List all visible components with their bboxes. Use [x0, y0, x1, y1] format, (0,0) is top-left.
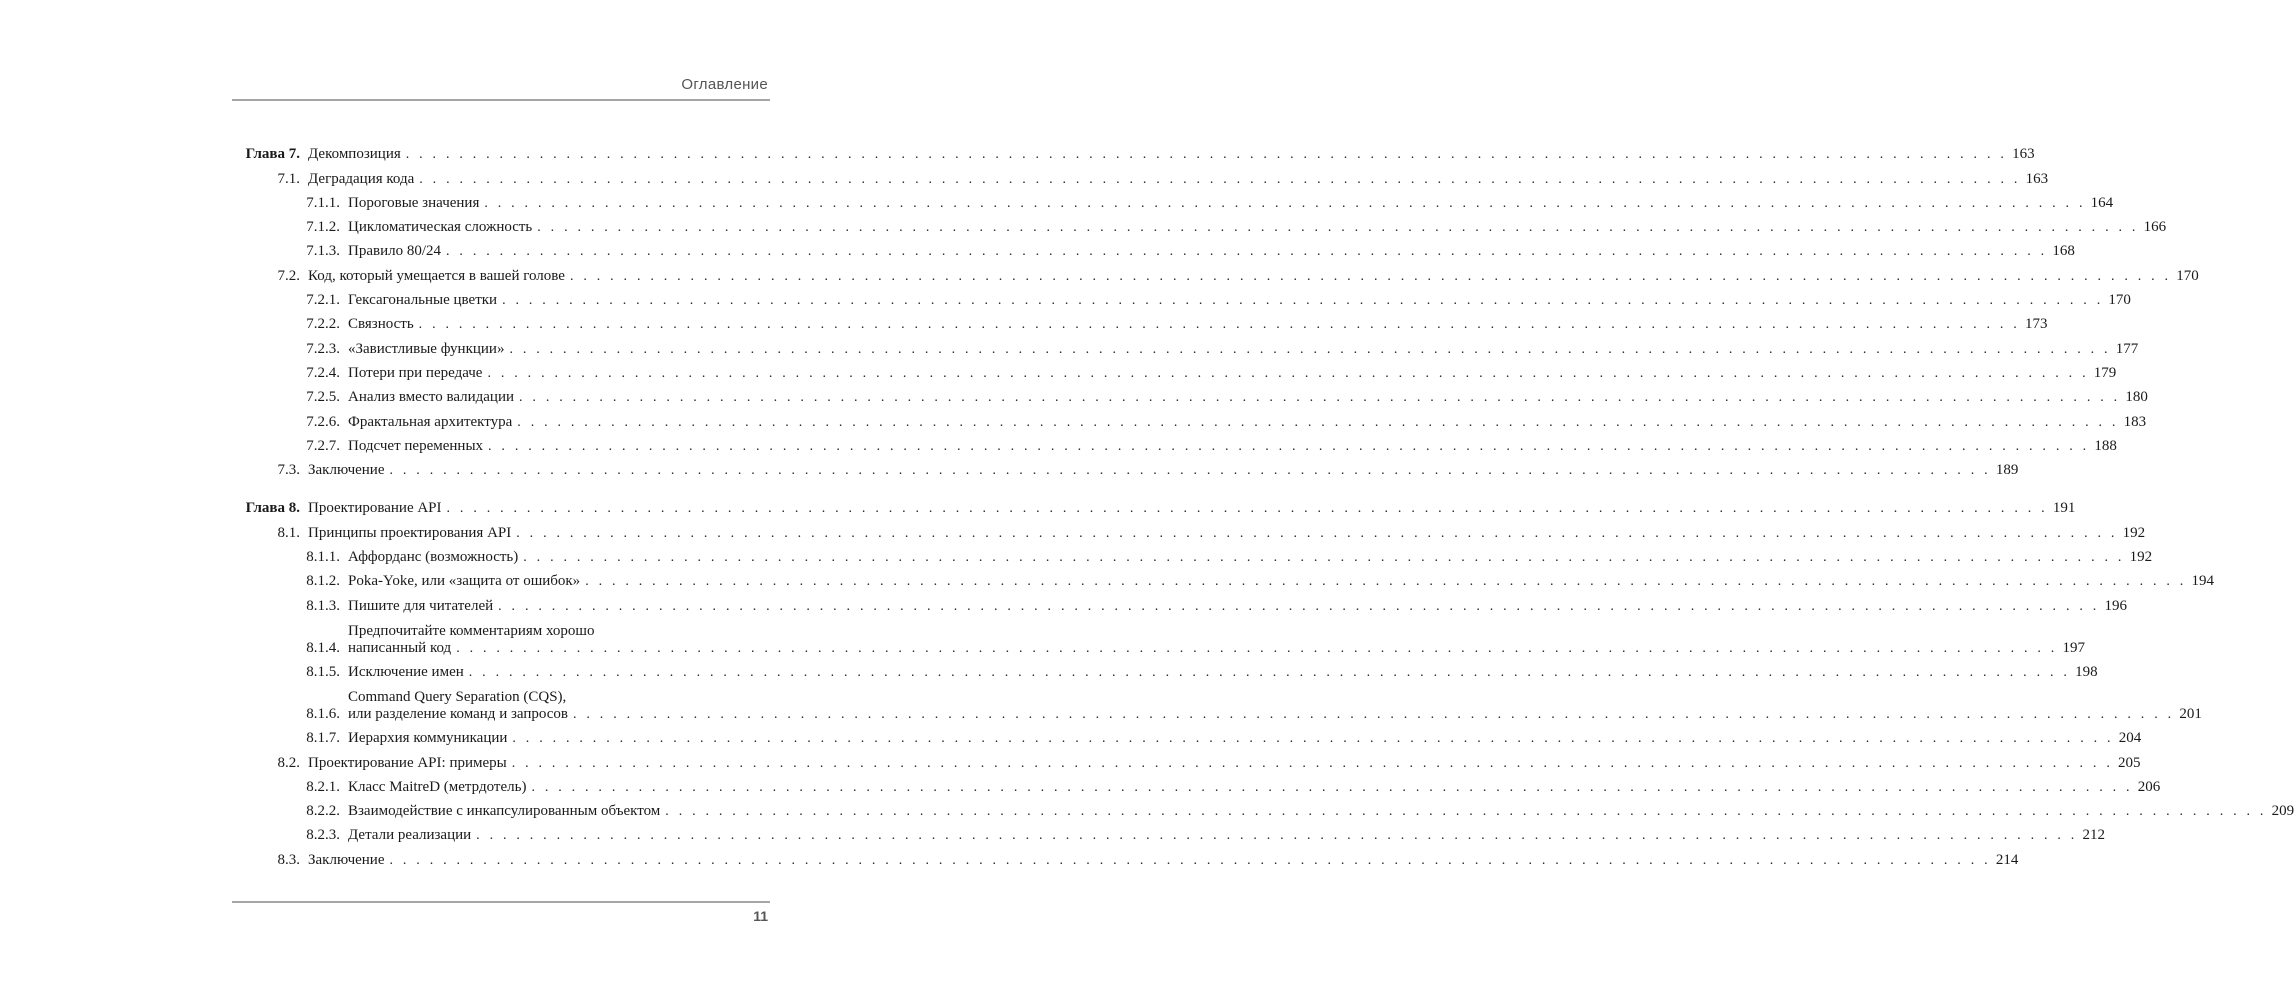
toc-entry-number: 8.1.4. — [306, 639, 340, 656]
toc-entry-number: 8.1.7. — [306, 730, 340, 747]
toc-entry-title: Класс MaitreD (метрдотель) — [348, 778, 527, 795]
toc-entry-title: Код, который умещается в вашей голове — [308, 267, 565, 284]
dot-leader: . . . . . . . . . . . . . . . . . . . . . . . . . . . . . . . . . . . . . . . . . . . . . . . . . . . . . . . . . . . . . . . . . . . . . . . . . . . . . . . . . . . . . . . . . . . . . . . . . . . . . . . . . . . . . . . . . . . . . . . . — [531, 779, 2133, 795]
toc-entry — [232, 406, 2147, 430]
toc-entry-title: Взаимодействие с инкапсулированным объектом — [348, 803, 661, 820]
toc-entry-number: 8.1.1. — [306, 549, 340, 566]
toc-entry-title: Poka-Yoke, или «защита от ошибок» — [348, 573, 581, 590]
toc-entry-page: 170 — [2176, 267, 2199, 284]
toc-entry-title: «Завистливые функции» — [348, 340, 505, 357]
dot-leader: . . . . . . . . . . . . . . . . . . . . . . . . . . . . . . . . . . . . . . . . . . . . . . . . . . . . . . . . . . . . . . . . . . . . . . . . . . . . . . . . . . . . . . . . . . . . . . . . . . . . . . . . . . . . . . . . . . . . . . . . — [523, 550, 2125, 566]
toc-entry-page: 192 — [2129, 549, 2153, 566]
toc-entry-title: Анализ вместо валидации — [348, 389, 515, 406]
toc-entry-page: 194 — [2191, 573, 2214, 590]
dot-leader: . . . . . . . . . . . . . . . . . . . . . . . . . . . . . . . . . . . . . . . . . . . . . . . . . . . . . . . . . . . . . . . . . . . . . . . . . . . . . . . . . . . . . . . . . . . . . . . . . . . . . . . . . . . . . . . . . . . . . . . . — [488, 438, 2090, 454]
toc-entry-page: 212 — [2082, 827, 2105, 844]
running-header-title: Оглавление — [681, 76, 768, 93]
toc-entry-number: 8.1.2. — [306, 573, 340, 590]
toc-entry-number: 8.2.1. — [306, 778, 340, 795]
toc-entry-title: Проектирование API: примеры — [308, 754, 507, 771]
dot-leader: . . . . . . . . . . . . . . . . . . . . . . . . . . . . . . . . . . . . . . . . . . . . . . . . . . . . . . . . . . . . . . . . . . . . . . . . . . . . . . . . . . . . . . . . . . . . . . . . . . . . . . . . . . . . . . . . . . . . . . . . — [484, 195, 2086, 211]
toc-entry — [232, 493, 2076, 517]
toc-entry-number: 8.2.3. — [306, 827, 340, 844]
toc-entry — [232, 431, 2117, 455]
toc-entry-page: 197 — [2062, 639, 2085, 656]
toc-entry — [232, 188, 2114, 212]
toc-entry-title-continued: написанный код — [348, 639, 452, 656]
toc-entry-title: Пороговые значения — [348, 194, 480, 211]
dot-leader: . . . . . . . . . . . . . . . . . . . . . . . . . . . . . . . . . . . . . . . . . . . . . . . . . . . . . . . . . . . . . . . . . . . . . . . . . . . . . . . . . . . . . . . . . . . . . . . . . . . . . . . . . . . . . . . . . . . . . . . . — [573, 706, 2175, 722]
toc-entry-number: 7.2.5. — [306, 389, 340, 406]
toc-entry-title: Пишите для читателей — [348, 597, 494, 614]
dot-leader: . . . . . . . . . . . . . . . . . . . . . . . . . . . . . . . . . . . . . . . . . . . . . . . . . . . . . . . . . . . . . . . . . . . . . . . . . . . . . . . . . . . . . . . . . . . . . . . . . . . . . . . . . . . . . . . . . . . . . . . . — [419, 171, 2021, 187]
toc-entry — [232, 590, 2127, 614]
toc-entry — [232, 657, 2098, 681]
toc-entry-number: 7.1.3. — [306, 243, 340, 260]
toc-entry-page: 183 — [2123, 413, 2147, 430]
toc-entry — [232, 615, 2085, 657]
toc-entry — [232, 236, 2075, 260]
dot-leader: . . . . . . . . . . . . . . . . . . . . . . . . . . . . . . . . . . . . . . . . . . . . . . . . . . . . . . . . . . . . . . . . . . . . . . . . . . . . . . . . . . . . . . . . . . . . . . . . . . . . . . . . . . . . . . . . . . . . . . . . — [418, 317, 2020, 333]
dot-leader: . . . . . . . . . . . . . . . . . . . . . . . . . . . . . . . . . . . . . . . . . . . . . . . . . . . . . . . . . . . . . . . . . . . . . . . . . . . . . . . . . . . . . . . . . . . . . . . . . . . . . . . . . . . . . . . . . . . . . . . . — [517, 414, 2119, 430]
toc-entry-title: Заключение — [308, 851, 385, 868]
toc-entry-page: 177 — [2115, 340, 2139, 357]
toc-entry — [232, 844, 2019, 868]
toc-entry — [232, 212, 2167, 236]
dot-leader: . . . . . . . . . . . . . . . . . . . . . . . . . . . . . . . . . . . . . . . . . . . . . . . . . . . . . . . . . . . . . . . . . . . . . . . . . . . . . . . . . . . . . . . . . . . . . . . . . . . . . . . . . . . . . . . . . . . . . . . . — [405, 147, 2008, 163]
toc-entry — [232, 309, 2048, 333]
footer-rule — [232, 901, 770, 903]
toc-entry-title: Детали реализации — [348, 827, 472, 844]
table-of-contents — [232, 139, 2294, 869]
toc-entry-page: 192 — [2122, 524, 2146, 541]
page-number: 11 — [753, 908, 768, 924]
toc-entry — [232, 455, 2019, 479]
toc-entry-number: 7.2.2. — [306, 316, 340, 333]
toc-entry-page: 173 — [2024, 316, 2048, 333]
toc-entry-number: 8.2.2. — [306, 803, 340, 820]
toc-entry-title: Декомпозиция — [308, 146, 401, 163]
toc-entry-title: Потери при передаче — [348, 364, 483, 381]
toc-entry — [232, 723, 2142, 747]
dot-leader: . . . . . . . . . . . . . . . . . . . . . . . . . . . . . . . . . . . . . . . . . . . . . . . . . . . . . . . . . . . . . . . . . . . . . . . . . . . . . . . . . . . . . . . . . . . . . . . . . . . . . . . . . . . . . . . . . . . . . . . . — [512, 731, 2114, 747]
toc-entry-page: 191 — [2052, 500, 2076, 517]
toc-entry-number: 7.2.4. — [306, 364, 340, 381]
dot-leader: . . . . . . . . . . . . . . . . . . . . . . . . . . . . . . . . . . . . . . . . . . . . . . . . . . . . . . . . . . . . . . . . . . . . . . . . . . . . . . . . . . . . . . . . . . . . . . . . . . . . . . . . . . . . . . . . . . . . . . . . — [537, 220, 2139, 236]
toc-entry-number: 8.1.6. — [306, 705, 340, 722]
dot-leader: . . . . . . . . . . . . . . . . . . . . . . . . . . . . . . . . . . . . . . . . . . . . . . . . . . . . . . . . . . . . . . . . . . . . . . . . . . . . . . . . . . . . . . . . . . . . . . . . . . . . . . . . . . . . . . . . . . . . . . . . — [519, 390, 2121, 406]
toc-entry-title: Иерархия коммуникации — [348, 730, 508, 747]
dot-leader: . . . . . . . . . . . . . . . . . . . . . . . . . . . . . . . . . . . . . . . . . . . . . . . . . . . . . . . . . . . . . . . . . . . . . . . . . . . . . . . . . . . . . . . . . . . . . . . . . . . . . . . . . . . . . . . . . . . . . . . . — [389, 463, 1991, 479]
toc-entry-number: 7.1.2. — [306, 219, 340, 236]
dot-leader: . . . . . . . . . . . . . . . . . . . . . . . . . . . . . . . . . . . . . . . . . . . . . . . . . . . . . . . . . . . . . . . . . . . . . . . . . . . . . . . . . . . . . . . . . . . . . . . . . . . . . . . . . . . . . . . . . . . . . . . . — [511, 755, 2114, 771]
toc-entry — [232, 747, 2141, 771]
toc-entry-number: 7.1. — [277, 170, 300, 187]
toc-entry-number: 7.2.1. — [306, 292, 340, 309]
dot-leader: . . . . . . . . . . . . . . . . . . . . . . . . . . . . . . . . . . . . . . . . . . . . . . . . . . . . . . . . . . . . . . . . . . . . . . . . . . . . . . . . . . . . . . . . . . . . . . . . . . . . . . . . . . . . . . . . . . . . . . . . — [389, 852, 1991, 868]
toc-entry-title: Проектирование API — [308, 500, 442, 517]
toc-entry-number: 7.2.7. — [306, 437, 340, 454]
toc-entry-number: 7.2.6. — [306, 413, 340, 430]
toc-entry-page: 166 — [2143, 219, 2167, 236]
toc-entry-title: Деградация кода — [308, 170, 415, 187]
dot-leader: . . . . . . . . . . . . . . . . . . . . . . . . . . . . . . . . . . . . . . . . . . . . . . . . . . . . . . . . . . . . . . . . . . . . . . . . . . . . . . . . . . . . . . . . . . . . . . . . . . . . . . . . . . . . . . . . . . . . . . . . — [509, 341, 2111, 357]
toc-entry-title: Цикломатическая сложность — [348, 219, 533, 236]
toc-entry-title: Правило 80/24 — [348, 243, 442, 260]
toc-entry-page: 163 — [2025, 170, 2049, 187]
toc-entry-number: 8.1.5. — [306, 663, 340, 680]
toc-entry-title: Command Query Separation (CQS), — [348, 688, 567, 705]
toc-entry-page: 198 — [2075, 663, 2098, 680]
toc-entry — [232, 260, 2199, 284]
toc-entry-title: Подсчет переменных — [348, 437, 484, 454]
toc-entry-page: 209 — [2271, 803, 2294, 820]
dot-leader: . . . . . . . . . . . . . . . . . . . . . . . . . . . . . . . . . . . . . . . . . . . . . . . . . . . . . . . . . . . . . . . . . . . . . . . . . . . . . . . . . . . . . . . . . . . . . . . . . . . . . . . . . . . . . . . . . . . . . . . . — [456, 640, 2058, 656]
toc-entry-page: 179 — [2093, 364, 2117, 381]
toc-entry — [232, 358, 2117, 382]
toc-entry-number: 8.1.3. — [306, 597, 340, 614]
toc-entry — [232, 772, 2161, 796]
toc-entry-page: 214 — [1995, 851, 2019, 868]
toc-entry-title: Заключение — [308, 462, 385, 479]
toc-entry-page: 168 — [2052, 243, 2075, 260]
toc-entry-title: Аффорданс (возможность) — [348, 549, 519, 566]
toc-entry-title: Предпочитайте комментариям хорошо — [348, 622, 595, 639]
toc-entry — [232, 285, 2131, 309]
toc-entry — [232, 382, 2148, 406]
toc-entry-page: 201 — [2179, 705, 2202, 722]
dot-leader: . . . . . . . . . . . . . . . . . . . . . . . . . . . . . . . . . . . . . . . . . . . . . . . . . . . . . . . . . . . . . . . . . . . . . . . . . . . . . . . . . . . . . . . . . . . . . . . . . . . . . . . . . . . . . . . . . . . . . . . . — [446, 244, 2048, 260]
toc-entry-number: Глава 7. — [245, 146, 300, 163]
toc-entry-title: Связность — [348, 316, 414, 333]
toc-entry — [232, 517, 2146, 541]
header-rule — [232, 99, 770, 101]
toc-entry — [232, 139, 2035, 163]
toc-entry-page: 163 — [2012, 146, 2035, 163]
dot-leader: . . . . . . . . . . . . . . . . . . . . . . . . . . . . . . . . . . . . . . . . . . . . . . . . . . . . . . . . . . . . . . . . . . . . . . . . . . . . . . . . . . . . . . . . . . . . . . . . . . . . . . . . . . . . . . . . . . . . . . . . — [569, 268, 2172, 284]
toc-entry-number: 7.3. — [277, 462, 300, 479]
dot-leader: . . . . . . . . . . . . . . . . . . . . . . . . . . . . . . . . . . . . . . . . . . . . . . . . . . . . . . . . . . . . . . . . . . . . . . . . . . . . . . . . . . . . . . . . . . . . . . . . . . . . . . . . . . . . . . . . . . . . . . . . — [665, 804, 2267, 820]
toc-entry — [232, 163, 2049, 187]
dot-leader: . . . . . . . . . . . . . . . . . . . . . . . . . . . . . . . . . . . . . . . . . . . . . . . . . . . . . . . . . . . . . . . . . . . . . . . . . . . . . . . . . . . . . . . . . . . . . . . . . . . . . . . . . . . . . . . . . . . . . . . . — [446, 501, 2048, 517]
toc-entry — [232, 333, 2139, 357]
dot-leader: . . . . . . . . . . . . . . . . . . . . . . . . . . . . . . . . . . . . . . . . . . . . . . . . . . . . . . . . . . . . . . . . . . . . . . . . . . . . . . . . . . . . . . . . . . . . . . . . . . . . . . . . . . . . . . . . . . . . . . . . — [502, 293, 2104, 309]
toc-entry — [232, 681, 2202, 723]
toc-entry-page: 204 — [2118, 730, 2142, 747]
dot-leader: . . . . . . . . . . . . . . . . . . . . . . . . . . . . . . . . . . . . . . . . . . . . . . . . . . . . . . . . . . . . . . . . . . . . . . . . . . . . . . . . . . . . . . . . . . . . . . . . . . . . . . . . . . . . . . . . . . . . . . . . — [468, 664, 2071, 680]
toc-entry — [232, 566, 2214, 590]
toc-entry — [232, 796, 2294, 820]
toc-entry-title: Гексагональные цветки — [348, 292, 498, 309]
toc-entry-number: Глава 8. — [245, 500, 300, 517]
toc-entry-title-continued: или разделение команд и запросов — [348, 705, 568, 722]
toc-entry-title: Принципы проектирования API — [308, 524, 512, 541]
dot-leader: . . . . . . . . . . . . . . . . . . . . . . . . . . . . . . . . . . . . . . . . . . . . . . . . . . . . . . . . . . . . . . . . . . . . . . . . . . . . . . . . . . . . . . . . . . . . . . . . . . . . . . . . . . . . . . . . . . . . . . . . — [585, 574, 2187, 590]
toc-entry-title: Фрактальная архитектура — [348, 413, 513, 430]
toc-entry-page: 180 — [2125, 389, 2148, 406]
toc-entry — [232, 820, 2105, 844]
dot-leader: . . . . . . . . . . . . . . . . . . . . . . . . . . . . . . . . . . . . . . . . . . . . . . . . . . . . . . . . . . . . . . . . . . . . . . . . . . . . . . . . . . . . . . . . . . . . . . . . . . . . . . . . . . . . . . . . . . . . . . . . — [498, 598, 2100, 614]
toc-entry-page: 206 — [2137, 778, 2161, 795]
dot-leader: . . . . . . . . . . . . . . . . . . . . . . . . . . . . . . . . . . . . . . . . . . . . . . . . . . . . . . . . . . . . . . . . . . . . . . . . . . . . . . . . . . . . . . . . . . . . . . . . . . . . . . . . . . . . . . . . . . . . . . . . — [487, 365, 2089, 381]
toc-entry-number: 7.1.1. — [306, 194, 340, 211]
toc-entry-page: 205 — [2118, 754, 2141, 771]
toc-entry-page: 164 — [2090, 194, 2114, 211]
toc-entry-number: 7.2. — [277, 267, 300, 284]
toc-entry-page: 196 — [2104, 597, 2127, 614]
toc-entry-number: 7.2.3. — [306, 340, 340, 357]
toc-entry-number: 8.3. — [277, 851, 300, 868]
toc-entry-number: 8.1. — [277, 524, 300, 541]
toc-entry — [232, 542, 2153, 566]
toc-entry-page: 189 — [1995, 462, 2019, 479]
toc-entry-page: 188 — [2094, 437, 2117, 454]
dot-leader: . . . . . . . . . . . . . . . . . . . . . . . . . . . . . . . . . . . . . . . . . . . . . . . . . . . . . . . . . . . . . . . . . . . . . . . . . . . . . . . . . . . . . . . . . . . . . . . . . . . . . . . . . . . . . . . . . . . . . . . . — [516, 525, 2118, 541]
toc-entry-number: 8.2. — [277, 754, 300, 771]
toc-entry-title: Исключение имен — [348, 663, 464, 680]
dot-leader: . . . . . . . . . . . . . . . . . . . . . . . . . . . . . . . . . . . . . . . . . . . . . . . . . . . . . . . . . . . . . . . . . . . . . . . . . . . . . . . . . . . . . . . . . . . . . . . . . . . . . . . . . . . . . . . . . . . . . . . . — [476, 828, 2078, 844]
toc-entry-page: 170 — [2108, 292, 2131, 309]
